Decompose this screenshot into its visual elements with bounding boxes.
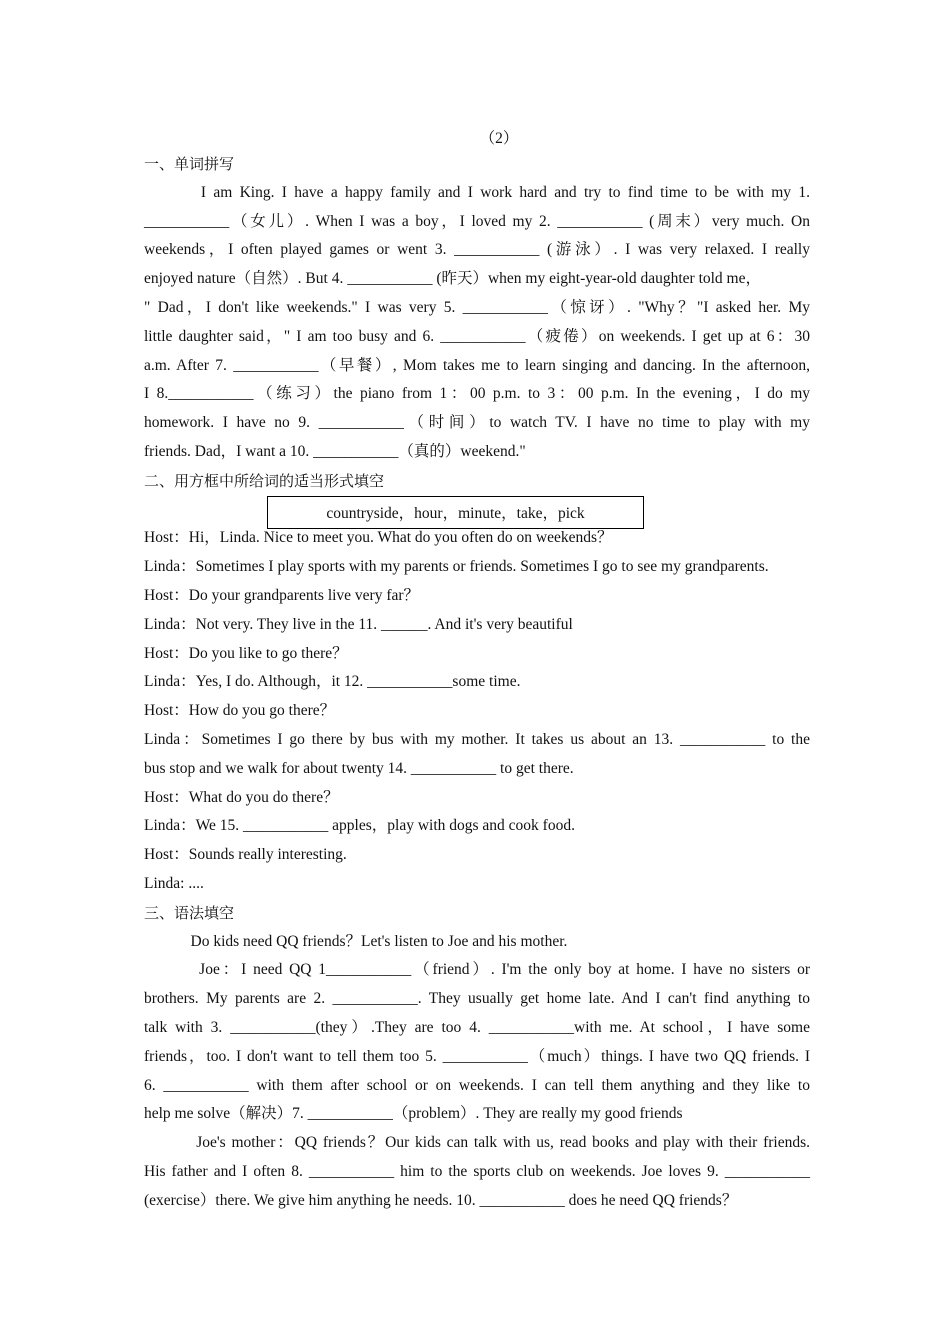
section1-heading: 一、单词拼写 bbox=[144, 155, 235, 173]
s2-line-8: Linda：Sometimes I go there by bus with my mother. It takes us about an 13. ___________ to the bbox=[144, 730, 810, 748]
page-title: （2） bbox=[479, 130, 519, 147]
word-box: countryside，hour，minute，take，pick bbox=[267, 496, 644, 529]
section2-heading: 二、用方框中所给词的适当形式填空 bbox=[144, 471, 385, 490]
s3-line-3: brothers. My parents are 2. ___________. They usually get home late. And I can't find anything to bbox=[144, 990, 810, 1008]
s2-line-5: Host：Do you like to go there？ bbox=[144, 644, 348, 662]
s3-line-9: His father and I often 8. ___________ him to the sports club on weekends. Joe loves 9. ___________ bbox=[144, 1162, 810, 1180]
s3-line-7: help me solve（解决）7. ___________（problem）. They are really my good friends bbox=[144, 1105, 683, 1123]
s2-line-3: Host：Do your grandparents live very far？ bbox=[144, 586, 420, 604]
s3-line-10: (exercise）there. We give him anything he needs. 10. ___________ does he need QQ friends？ bbox=[144, 1191, 738, 1209]
s2-line-6: Linda：Yes, I do. Although，it 12. ___________some time. bbox=[144, 673, 521, 691]
s2-line-4: Linda：Not very. They live in the 11. ______. And it's very beautiful bbox=[144, 615, 573, 633]
section3-heading: 三、语法填空 bbox=[144, 903, 235, 922]
s2-line-2: Linda：Sometimes I play sports with my parents or friends. Sometimes I go to see my grandparents. bbox=[144, 558, 769, 576]
s2-line-7: Host：How do you go there？ bbox=[144, 702, 336, 720]
s1-line-6: little daughter said，" I am too busy and 6. ___________（疲倦）on weekends. I get up at 6：30 bbox=[144, 327, 810, 345]
s2-line-13: Linda: .... bbox=[144, 874, 204, 892]
s1-line-3: weekends，I often played games or went 3. ___________ (游泳）. I was very relaxed. I really bbox=[144, 241, 810, 259]
s2-line-11: Linda：We 15. ___________ apples，play with dogs and cook food. bbox=[144, 817, 575, 835]
s2-line-10: Host：What do you do there？ bbox=[144, 788, 339, 806]
s1-line-10: friends. Dad，I want a 10. ___________（真的）weekend." bbox=[144, 442, 526, 460]
s1-line-1: I am King. I have a happy family and I work hard and try to find time to be with my 1. bbox=[144, 183, 810, 201]
s3-line-2: Joe：I need QQ 1___________（friend）. I'm the only boy at home. I have no sisters or bbox=[144, 961, 810, 979]
s3-line-4: talk with 3. ___________(they）.They are too 4. ___________with me. At school，I have some bbox=[144, 1018, 810, 1036]
s2-line-1: Host：Hi，Linda. Nice to meet you. What do you often do on weekends？ bbox=[144, 529, 613, 547]
s1-line-4: enjoyed nature（自然）. But 4. ___________ (昨天）when my eight-year-old daughter told me， bbox=[144, 270, 761, 288]
s1-line-8: I 8.___________（练习）the piano from 1：00 p.m. to 3：00 p.m. In the evening，I do my bbox=[144, 385, 810, 403]
s1-line-7: a.m. After 7. ___________（早餐）, Mom takes me to learn singing and dancing. In the afternoon, bbox=[144, 356, 810, 374]
s2-line-9: bus stop and we walk for about twenty 14. ___________ to get there. bbox=[144, 759, 574, 777]
s3-line-8: Joe's mother：QQ friends？Our kids can talk with us, read books and play with their friends. bbox=[144, 1134, 810, 1152]
word-box-row bbox=[144, 496, 810, 525]
s1-line-2: ___________（女儿）. When I was a boy，I loved my 2. ___________ (周末）very much. On bbox=[144, 212, 810, 230]
worksheet-page bbox=[144, 128, 810, 1215]
s3-line-1: Do kids need QQ friends？Let's listen to Joe and his mother. bbox=[144, 932, 568, 950]
s3-line-5: friends，too. I don't want to tell them too 5. ___________（much）things. I have two QQ friends. I bbox=[144, 1047, 810, 1065]
s2-line-12: Host：Sounds really interesting. bbox=[144, 846, 347, 864]
s1-line-9: homework. I have no 9. ___________（时间）to watch TV. I have no time to play with my bbox=[144, 414, 810, 432]
s3-line-6: 6. ___________ with them after school or on weekends. I can tell them anything and they like to bbox=[144, 1076, 810, 1094]
s1-line-5: " Dad，I don't like weekends." I was very 5. ___________（惊讶）. "Why？"I asked her. My bbox=[144, 298, 810, 316]
